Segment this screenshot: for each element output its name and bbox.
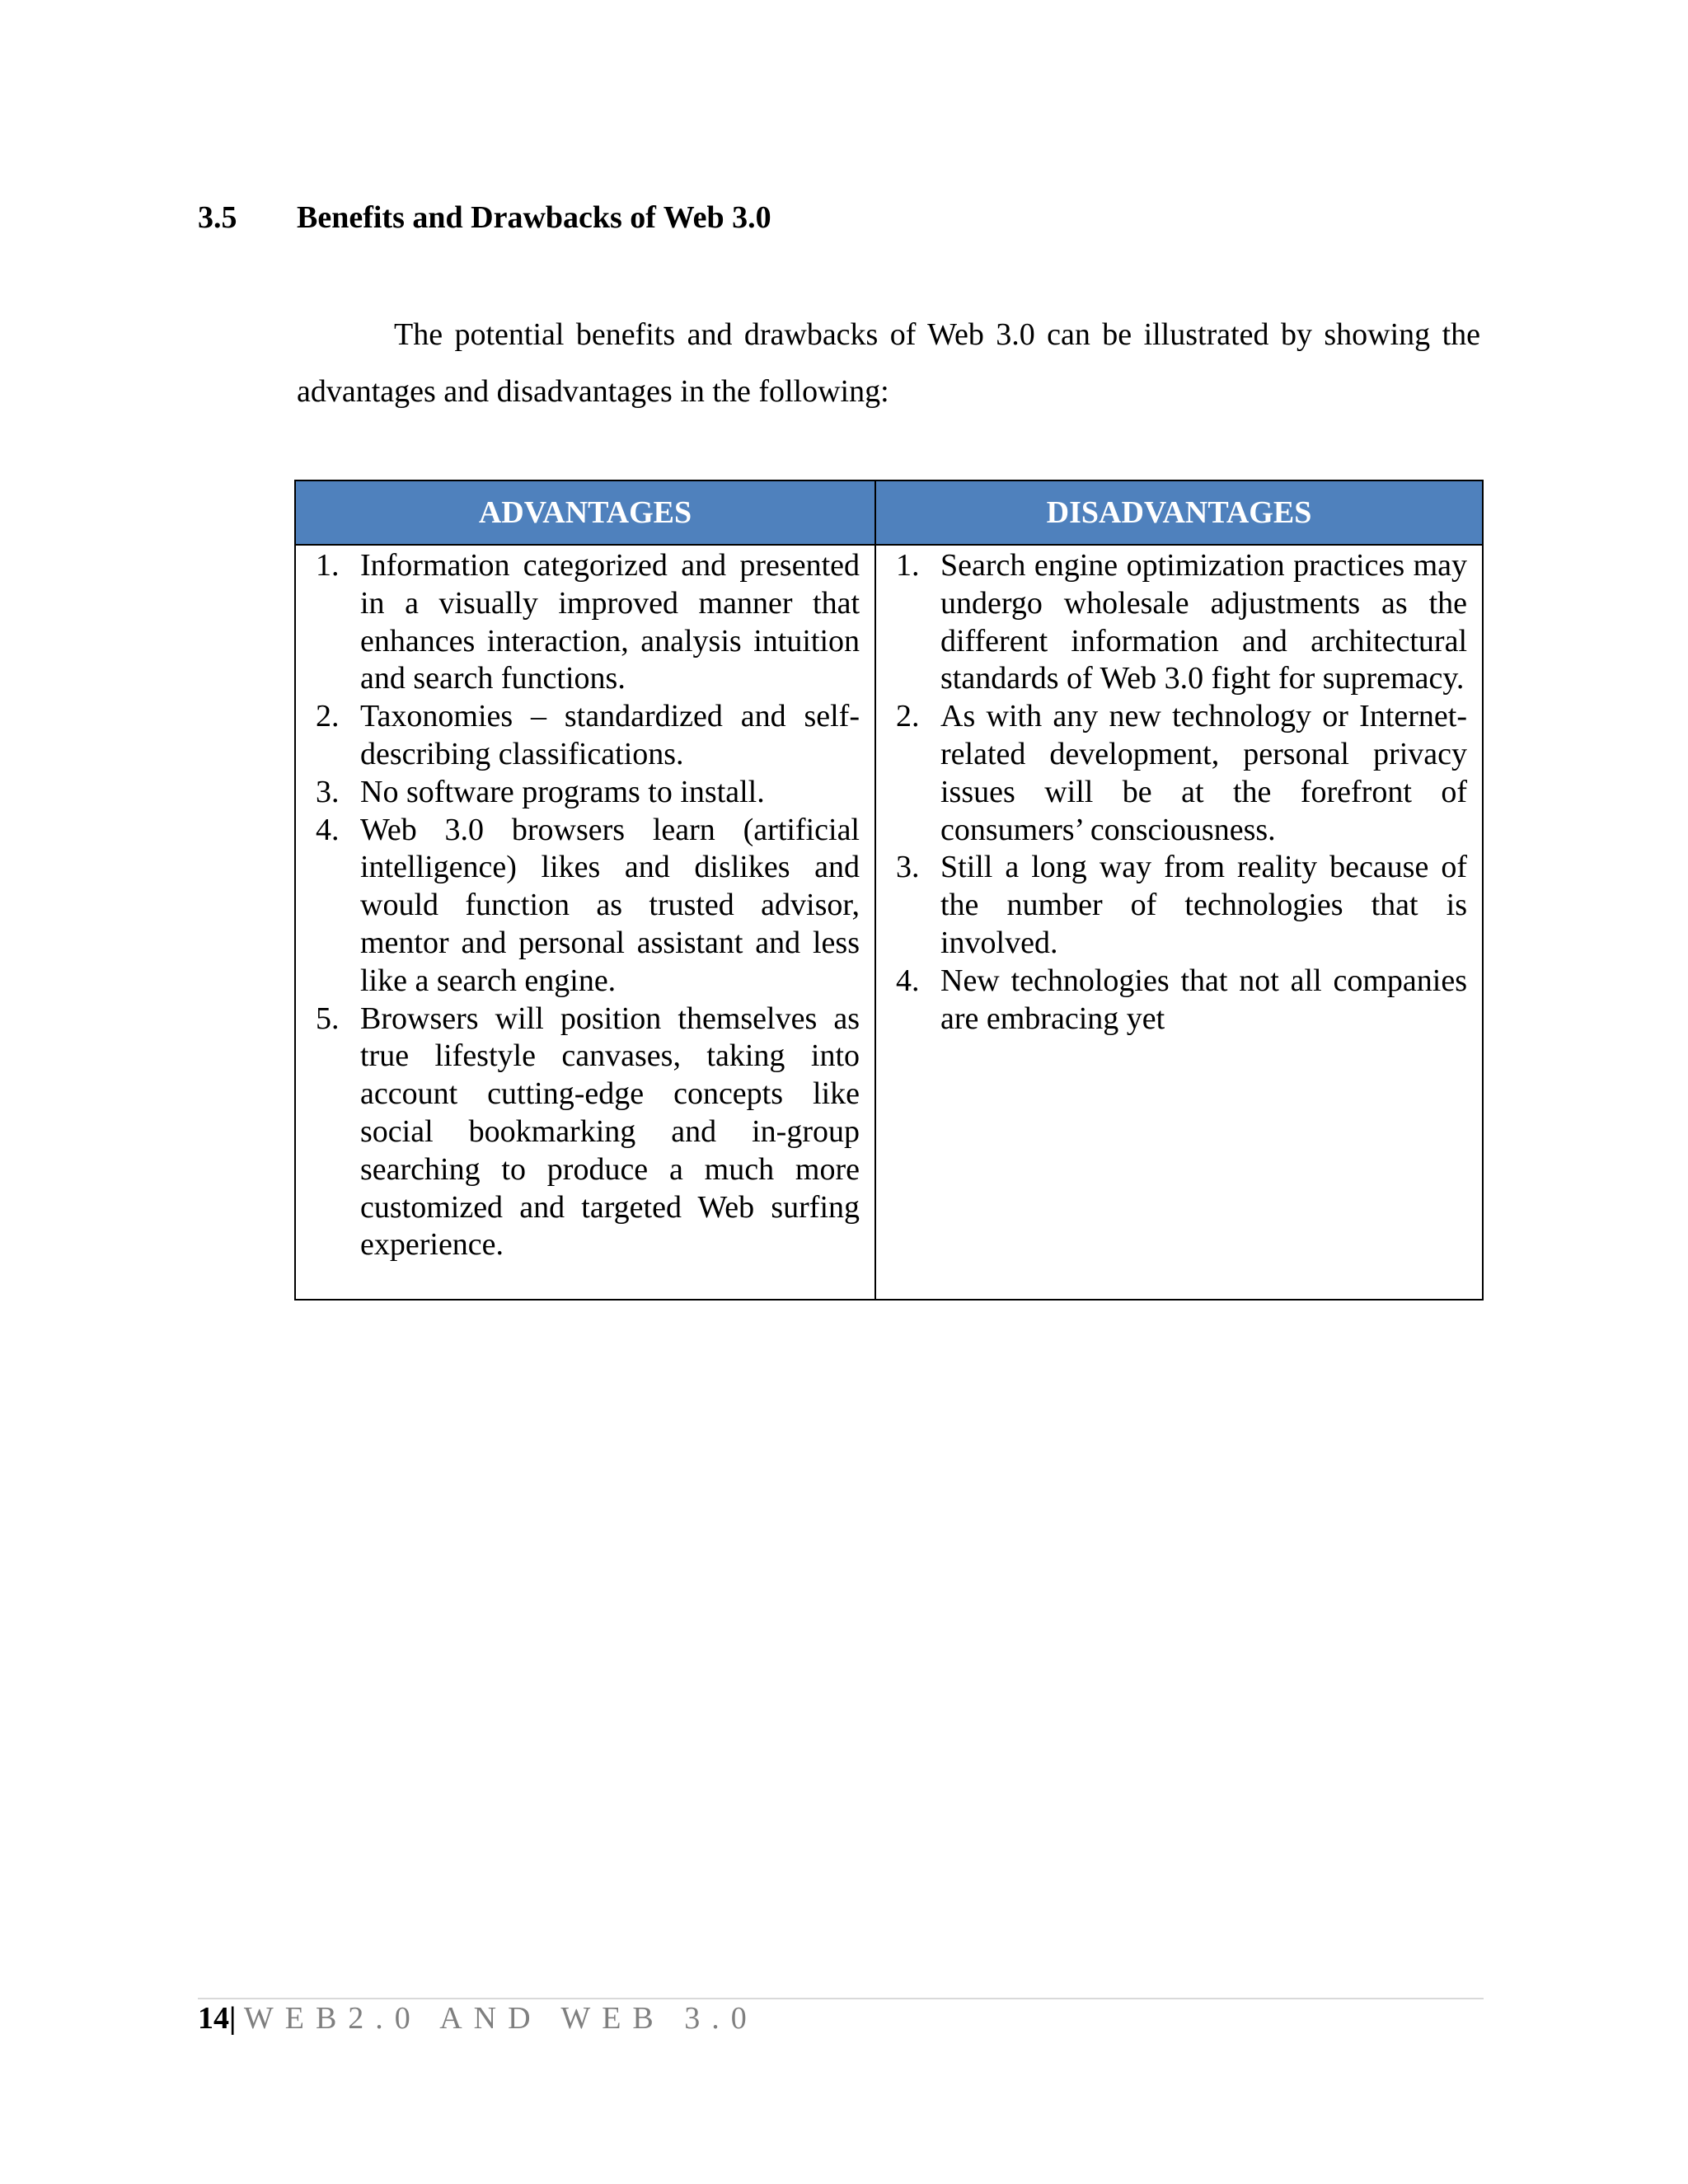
list-item — [306, 1001, 860, 1265]
list-item — [886, 698, 1467, 849]
list-item — [886, 963, 1467, 1038]
list-item — [306, 812, 860, 1001]
section-title: Benefits and Drawbacks of Web 3.0 — [297, 200, 771, 235]
item-number: 3. — [316, 774, 340, 809]
advantages-disadvantages-table — [294, 480, 1484, 1301]
advantages-cell — [295, 545, 875, 1300]
item-number: 2. — [316, 699, 340, 734]
list-item — [886, 849, 1467, 962]
item-number: 4. — [316, 812, 340, 847]
advantages-header: ADVANTAGES — [295, 480, 875, 545]
disadvantages-header: DISADVANTAGES — [875, 480, 1483, 545]
item-text: No software programs to install. — [360, 774, 765, 809]
item-number: 1. — [316, 548, 340, 583]
page-footer — [198, 1983, 758, 2054]
item-text: New technologies that not all companies are embracing yet — [940, 963, 1467, 1036]
list-item — [306, 774, 860, 812]
table-row — [295, 545, 1483, 1300]
item-text: Information categorized and presented in a visually improved manner that enhances interaction, analysis intuition and search functions. — [360, 548, 860, 696]
item-number: 2. — [896, 699, 920, 734]
item-text: As with any new technology or Internet-related development, personal privacy issues will be at the forefront of consumers’ consciousness. — [940, 699, 1467, 847]
disadvantages-cell — [875, 545, 1483, 1300]
page-number: 14 — [198, 2001, 229, 2036]
item-number: 3. — [896, 850, 920, 885]
item-text: Taxonomies – standardized and self-describing classifications. — [360, 699, 860, 771]
footer-separator: | — [229, 2001, 237, 2036]
intro-text: The potential benefits and drawbacks of Web 3.0 can be illustrated by showing the advantages and disadvantages in the following: — [297, 317, 1480, 409]
item-number: 5. — [316, 1001, 340, 1036]
disadvantages-list — [886, 547, 1467, 1038]
item-number: 4. — [896, 963, 920, 998]
list-item — [306, 547, 860, 698]
item-text: Web 3.0 browsers learn (artificial intelligence) likes and dislikes and would function as trusted advisor, mentor and personal assistant and less like a search engine. — [360, 812, 860, 998]
item-number: 1. — [896, 548, 920, 583]
section-heading — [198, 198, 771, 237]
advantages-list — [306, 547, 860, 1264]
list-item — [306, 698, 860, 774]
list-item — [886, 547, 1467, 698]
item-text: Browsers will position themselves as true lifestyle canvases, taking into account cutting-edge concepts like social bookmarking and in-group searching to produce a much more customized and targeted Web surfing experience. — [360, 1001, 860, 1263]
table-header-row — [295, 480, 1483, 545]
item-text: Search engine optimization practices may undergo wholesale adjustments as the different information and architectural standards of Web 3.0 fight for supremacy. — [940, 548, 1467, 696]
footer-title: WEB2.0 AND WEB 3.0 — [243, 2001, 758, 2036]
intro-paragraph — [297, 307, 1480, 420]
section-number: 3.5 — [198, 200, 237, 235]
item-text: Still a long way from reality because of the number of technologies that is involved. — [940, 850, 1467, 960]
